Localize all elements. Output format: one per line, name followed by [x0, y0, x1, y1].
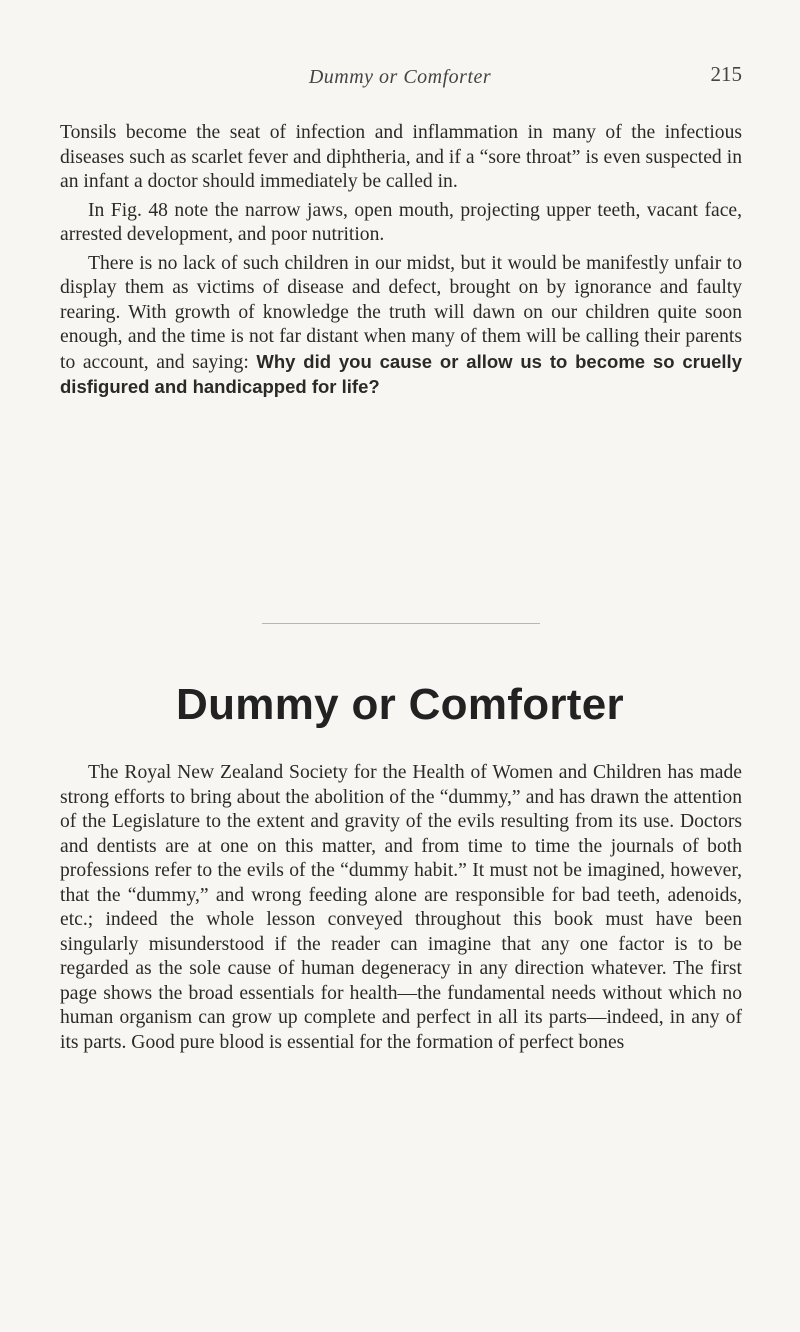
paragraph-royal-society: The Royal New Zealand Society for the Health of Women and Children has made strong efforts to bring about the abolition of the “dummy,” and has drawn the attention of the Legislature to the extent and gravity of the evils resulting from its use. Doctors and dentists are at one on this matter, and from time to time the journals of both professions refer to the evils of the “dummy habit.” It must not be imagined, however, that the “dummy,” and wrong feeding alone are responsible for bad teeth, adenoids, etc.; indeed the whole lesson conveyed throughout this book must have been singularly misunderstood if the reader can imagine that any one factor is to be regarded as the sole cause of human degeneracy in any direction whatever. The first page shows the broad essentials for health—the fundamental needs without which no human organism can grow up complete and perfect in all its parts—indeed, in any of its parts. Good pure blood is essential for the formation of perfect bones	[60, 762, 742, 1053]
paragraph-tonsils: Tonsils become the seat of infection and inflammation in many of the infectious diseases such as scarlet fever and diphtheria, and if a “sore throat” is even suspected in an infant a doctor should immediately be called in.	[60, 122, 742, 192]
section-heading: Dummy or Comforter	[176, 680, 624, 729]
paragraph-no-lack-text: There is no lack of such children in our midst, but it would be manifestly unfair to display them as victims of disease and defect, brought on by ignorance and faulty rearing. With growth of knowledge the truth will dawn on our children quite soon enough, and the time is not far distant when many of them will be calling their parents to account, and saying:	[60, 252, 742, 373]
paragraph-no-lack	[60, 252, 742, 401]
running-title: Dummy or Comforter	[308, 66, 492, 88]
page-number: 215	[710, 62, 742, 86]
running-header	[60, 62, 742, 106]
upper-text-block	[60, 121, 742, 401]
section-text-block	[60, 761, 742, 1055]
section-divider	[262, 623, 540, 624]
bold-question: Why did you cause or allow us to become so cruelly disfigured and handicapped for life?	[60, 350, 742, 397]
paragraph-fig-48: In Fig. 48 note the narrow jaws, open mouth, projecting upper teeth, vacant face, arrested development, and poor nutrition.	[60, 199, 742, 245]
